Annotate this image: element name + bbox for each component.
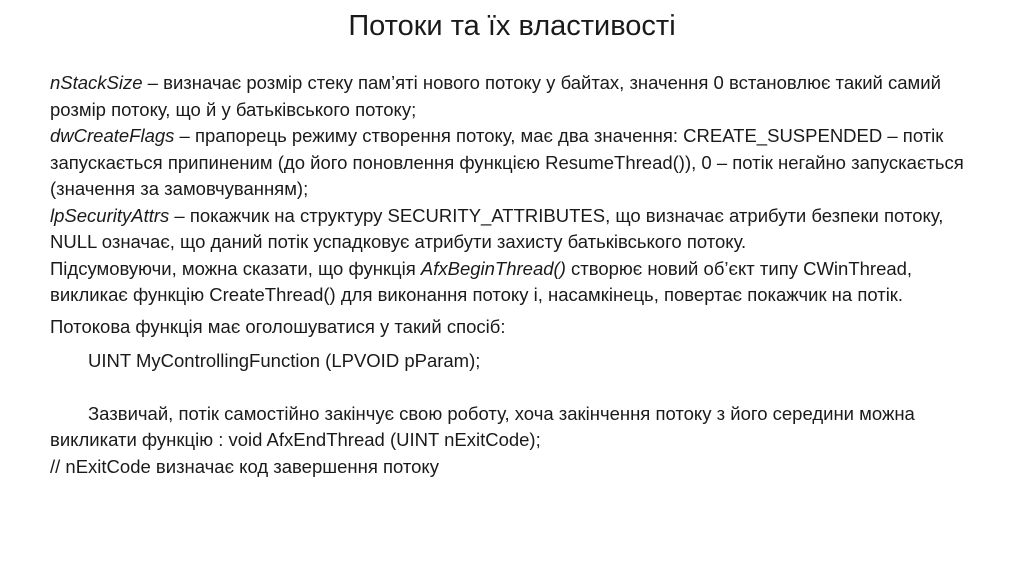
summary-before: Підсумовуючи, можна сказати, що функція [50,257,421,279]
slide-title: Потоки та їх властивості [348,10,676,42]
declaration-code: UINT MyControllingFunction (LPVOID pParam); [88,350,481,371]
param-term: dwCreateFlags [50,125,175,146]
slide-body [50,70,995,480]
param-nstacksize [50,70,995,123]
end-thread-paragraph: Зазвичай, потік самостійно закінчує свою роботу, хоча закінчення потоку з його середини можна викликати функцію : void AfxEndThread (UINT nExitCode); [50,402,915,450]
param-description: – визначає розмір стеку пам’яті нового потоку у байтах, значення 0 встановлює такий самий розмір потоку, що й у батьківського потоку; [50,72,941,120]
param-term: nStackSize [50,72,143,93]
exit-code-comment: // nExitCode визначає код завершення потоку [50,455,439,477]
summary-paragraph [50,256,995,309]
summary-after: створює новий об’єкт типу CWinThread, викликає функцію CreateThread() для виконання потоку і, насамкінець, повертає покажчик на потік. [50,257,913,305]
param-dwcreateflags [50,123,995,203]
param-term: lpSecurityAttrs [50,204,170,226]
param-lpsecurityattrs [50,203,995,256]
summary-term: AfxBeginThread() [420,257,566,279]
declaration-intro: Потокова функція має оголошуватися у такий спосіб: [50,315,506,337]
param-description: – покажчик на структуру SECURITY_ATTRIBUTES, що визначає атрибути безпеки потоку, NULL означає, що даний потік успадковує атрибути захисту батьківського потоку. [50,204,944,252]
param-description: – прапорець режиму створення потоку, має два значення: CREATE_SUSPENDED – потік запускається припиненим (до його поновлення функцією ResumeThread()), 0 – потік негайно запускається (значення за замовчуванням); [50,125,964,199]
